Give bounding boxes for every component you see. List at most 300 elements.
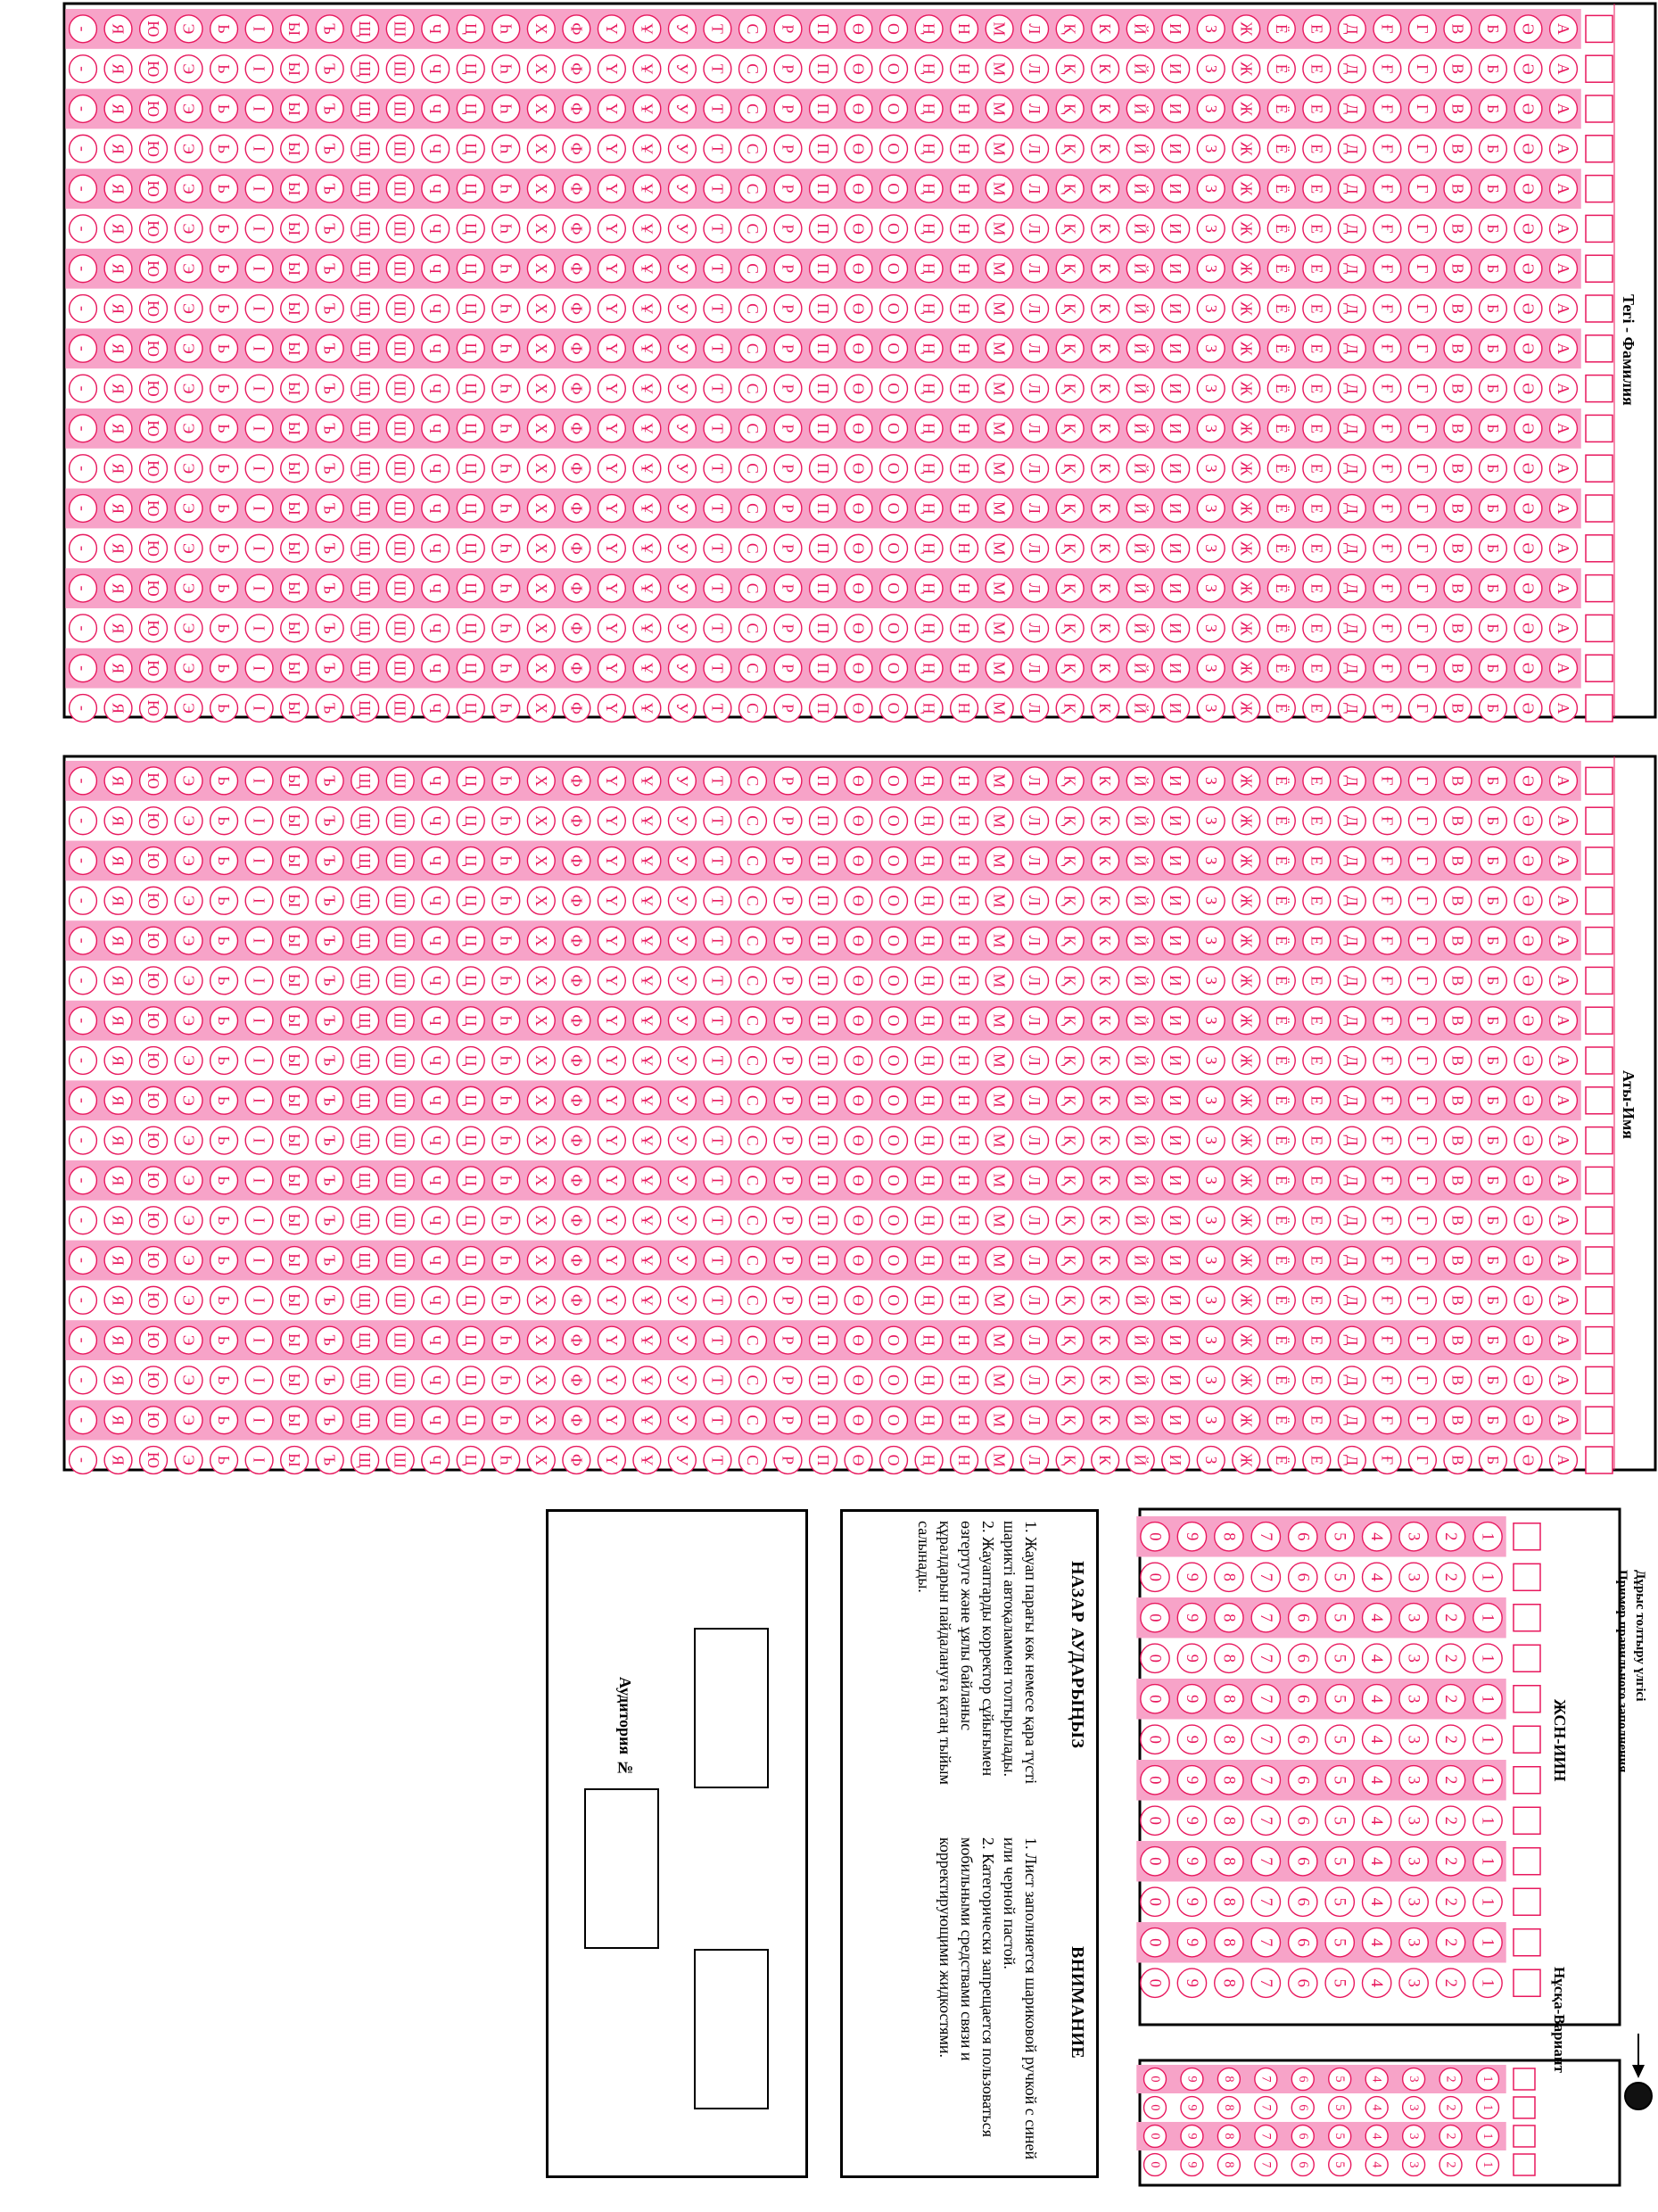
name-bubble-label: Ң: [920, 1135, 938, 1146]
surname-bubble-label: Ө: [849, 302, 868, 315]
name-bubble-label: Г: [1413, 1135, 1431, 1145]
surname-bubble-label: Ы: [285, 142, 304, 156]
surname-bubble-label: Ү: [602, 662, 621, 674]
surname-bubble-label: Ң: [920, 223, 938, 235]
iin-cell[interactable]: [1514, 1767, 1540, 1794]
name-bubble-label: Э: [179, 1255, 198, 1266]
surname-bubble-label: Ф: [567, 103, 586, 115]
surname-bubble-label: В: [1448, 503, 1467, 514]
name-bubble-label: Ц: [461, 775, 480, 787]
iin-bubble-label: 9: [1182, 1857, 1201, 1866]
name-bubble-label: З: [1201, 1375, 1220, 1384]
name-bubble-label: Ә: [1519, 895, 1538, 907]
surname-bubble-label: Һ: [497, 663, 516, 673]
name-bubble-label: -: [74, 1377, 92, 1383]
name-bubble-label: Ф: [567, 1333, 586, 1347]
surname-bubble-label: Э: [179, 263, 198, 275]
surname-bubble-label: Ж: [1237, 21, 1256, 37]
surname-bubble-label: У: [672, 103, 691, 115]
surname-bubble-label: Ч: [426, 63, 445, 74]
name-bubble-label: Ю: [144, 852, 163, 870]
surname-bubble-label: О: [885, 223, 903, 235]
name-bubble-label: Қ: [1060, 1374, 1079, 1386]
surname-bubble-label: П: [814, 702, 832, 714]
name-bubble-label: Э: [179, 775, 198, 787]
name-bubble-label: Ъ: [320, 1454, 339, 1466]
name-bubble-label: Ь: [215, 776, 234, 786]
surname-bubble-label: Л: [1026, 63, 1044, 75]
name-bubble-label: Ы: [285, 1293, 304, 1308]
name-bubble-label: Ж: [1237, 1333, 1256, 1348]
surname-bubble-label: Г: [1413, 64, 1431, 74]
surname-bubble-label: Ө: [849, 223, 868, 235]
name-bubble-label: А: [1555, 895, 1572, 907]
iin-cell[interactable]: [1514, 1686, 1540, 1713]
variant-bubble-label: 6: [1295, 2161, 1310, 2168]
room-input[interactable]: [584, 1788, 659, 1949]
surname-cell[interactable]: [1586, 695, 1613, 722]
surname-bubble-label: П: [814, 462, 832, 475]
name-bubble-label: Ж: [1237, 854, 1256, 868]
name-bubble-label: Ң: [920, 895, 938, 907]
surname-bubble-label: Ә: [1519, 302, 1538, 315]
name-bubble-label: Ц: [461, 895, 480, 907]
surname-bubble-label: Ғ: [1378, 103, 1397, 114]
surname-cell[interactable]: [1586, 455, 1613, 482]
name-bubble-label: -: [74, 818, 92, 824]
surname-bubble-label: Қ: [1060, 303, 1079, 314]
name-bubble-label: Н: [955, 1334, 974, 1346]
surname-bubble-label: Ю: [144, 220, 163, 237]
surname-bubble-label: Д: [1342, 423, 1361, 434]
name-bubble-label: Ө: [849, 1214, 868, 1226]
iin-cell[interactable]: [1514, 1645, 1540, 1671]
name-cell[interactable]: [1586, 928, 1613, 954]
name-cell[interactable]: [1586, 847, 1613, 874]
name-cell[interactable]: [1586, 1366, 1613, 1393]
surname-cell[interactable]: [1586, 655, 1613, 681]
name-bubble-label: Х: [532, 935, 550, 946]
name-bubble-label: Л: [1026, 1094, 1044, 1106]
surname-bubble-label: Ш: [391, 101, 409, 117]
name-bubble-label: Ұ: [638, 1054, 656, 1067]
surname-bubble-label: Ч: [426, 663, 445, 673]
surname-bubble-label: Ң: [920, 103, 938, 115]
surname-bubble-label: Н: [955, 423, 974, 434]
surname-bubble-label: Ө: [849, 502, 868, 515]
surname-bubble-label: З: [1201, 144, 1220, 153]
surname-bubble-label: Ф: [567, 702, 586, 714]
surname-bubble-label: О: [885, 462, 903, 475]
variant-bubble-label: 5: [1332, 2161, 1348, 2168]
surname-bubble-label: М: [990, 701, 1009, 715]
name-cell[interactable]: [1586, 887, 1613, 914]
surname-cell[interactable]: [1586, 495, 1613, 522]
iin-bubble-label: 5: [1330, 1572, 1349, 1581]
name-bubble-label: Э: [179, 1135, 198, 1146]
iin-bubble-label: 6: [1293, 1614, 1313, 1622]
surname-bubble-label: Н: [955, 103, 974, 115]
surname-bubble-label: Ш: [391, 700, 409, 716]
name-bubble-label: Д: [1342, 1294, 1361, 1306]
name-bubble-label: Ъ: [320, 1054, 339, 1067]
name-bubble-label: Ә: [1519, 1135, 1538, 1146]
name-bubble-label: О: [885, 1214, 903, 1226]
variant-cell[interactable]: [1514, 2125, 1535, 2147]
surname-bubble-label: Г: [1413, 503, 1431, 514]
surname-cell[interactable]: [1586, 255, 1613, 282]
surname-cell[interactable]: [1586, 176, 1613, 202]
surname-bubble-label: О: [885, 582, 903, 594]
name-bubble-label: І: [250, 1417, 268, 1424]
surname-bubble-label: Һ: [497, 63, 516, 74]
surname-bubble-label: Т: [708, 543, 727, 554]
surname-bubble-label: Е: [1307, 223, 1326, 234]
name-bubble-label: Э: [179, 1294, 198, 1306]
name-bubble-label: -: [74, 1058, 92, 1063]
name-grid: [65, 761, 1613, 1473]
surname-bubble-label: Ш: [391, 580, 409, 597]
surname-cell[interactable]: [1586, 295, 1613, 322]
surname-bubble-label: Л: [1026, 103, 1044, 115]
surname-bubble-label: -: [74, 506, 92, 511]
name-bubble-label: К: [1096, 1215, 1115, 1226]
variant-cell[interactable]: [1514, 2154, 1535, 2175]
name-cell[interactable]: [1586, 1447, 1613, 1473]
surname-bubble-label: Ш: [391, 380, 409, 397]
name-bubble-label: Ұ: [638, 1374, 656, 1386]
name-bubble-label: Ц: [461, 814, 480, 827]
iin-label: ЖСН-ИИН: [1551, 1699, 1569, 1782]
name-bubble-label: Ә: [1519, 854, 1538, 867]
iin-bubble-label: 1: [1478, 1654, 1497, 1663]
name-bubble-label: Я: [109, 1215, 128, 1226]
iin-bubble-label: 6: [1293, 1816, 1313, 1825]
name-bubble-label: Д: [1342, 854, 1361, 867]
name-bubble-label: Ф: [567, 1254, 586, 1267]
surname-bubble-label: О: [885, 662, 903, 674]
surname-bubble-label: А: [1555, 423, 1572, 434]
name-bubble-label: Ч: [426, 896, 445, 906]
name-bubble-label: Ф: [567, 1293, 586, 1307]
name-cell[interactable]: [1586, 807, 1613, 834]
surname-bubble-label: Ж: [1237, 301, 1256, 316]
surname-bubble-label: Һ: [497, 503, 516, 514]
name-bubble-label: А: [1555, 1175, 1572, 1186]
surname-bubble-label: Р: [779, 64, 797, 74]
name-cell[interactable]: [1586, 1247, 1613, 1274]
surname-bubble-label: Ғ: [1378, 623, 1397, 633]
iin-cell[interactable]: [1514, 1605, 1540, 1631]
name-bubble-label: К: [1096, 935, 1115, 946]
name-bubble-label: Ұ: [638, 775, 656, 787]
name-cell[interactable]: [1586, 767, 1613, 794]
name-bubble-label: І: [250, 1337, 268, 1343]
surname-bubble-label: І: [250, 506, 268, 511]
name-cell[interactable]: [1586, 1407, 1613, 1433]
name-bubble-label: Ь: [215, 1255, 234, 1266]
name-bubble-label: Х: [532, 1414, 550, 1426]
surname-bubble-label: Ь: [215, 103, 234, 114]
name-bubble-label: Ү: [602, 1175, 621, 1186]
surname-bubble-label: Ш: [391, 340, 409, 357]
name-cell[interactable]: [1586, 1007, 1613, 1034]
surname-cell[interactable]: [1586, 95, 1613, 122]
surname-bubble-label: В: [1448, 343, 1467, 354]
surname-bubble-label: Ф: [567, 422, 586, 435]
surname-bubble-label: А: [1555, 302, 1572, 315]
surname-bubble-label: Щ: [356, 340, 375, 357]
surname-cell[interactable]: [1586, 15, 1613, 42]
surname-bubble-label: Т: [708, 103, 727, 114]
surname-bubble-label: В: [1448, 63, 1467, 75]
name-cell[interactable]: [1586, 1327, 1613, 1354]
surname-bubble-label: Щ: [356, 660, 375, 677]
surname-bubble-label: Э: [179, 303, 198, 314]
iin-bubble-label: 6: [1293, 1532, 1313, 1541]
variant-bubble-label: 7: [1258, 2133, 1274, 2140]
surname-bubble-label: Р: [779, 264, 797, 274]
name-bubble-label: І: [250, 778, 268, 784]
iin-bubble-label: 9: [1182, 1572, 1201, 1581]
name-bubble-label: Ы: [285, 1053, 304, 1068]
surname-bubble-label: Қ: [1060, 223, 1079, 235]
name-bubble-label: Щ: [356, 1412, 375, 1429]
iin-bubble-label: 5: [1330, 1776, 1349, 1785]
surname-bubble-label: Ү: [602, 143, 621, 155]
surname-cell[interactable]: [1586, 215, 1613, 242]
surname-cell[interactable]: [1586, 535, 1613, 562]
surname-bubble-label: У: [672, 423, 691, 434]
surname-bubble-label: -: [74, 665, 92, 672]
name-cell[interactable]: [1586, 1087, 1613, 1114]
iin-bubble-label: 1: [1478, 1938, 1497, 1947]
surname-bubble-label: С: [743, 103, 762, 114]
variant-cell[interactable]: [1514, 2097, 1535, 2118]
name-bubble-label: Ә: [1519, 1094, 1538, 1107]
surname-bubble-label: Һ: [497, 343, 516, 354]
variant-bubble-label: 2: [1443, 2161, 1458, 2168]
surname-bubble-label: Қ: [1060, 383, 1079, 394]
name-cell[interactable]: [1586, 1127, 1613, 1154]
name-bubble-label: Ф: [567, 1054, 586, 1067]
name-bubble-label: У: [672, 814, 691, 827]
surname-bubble-label: Щ: [356, 580, 375, 597]
name-bubble-label: Щ: [356, 1452, 375, 1468]
surname-bubble-label: А: [1555, 383, 1572, 394]
iin-bubble-label: 3: [1404, 1938, 1423, 1947]
name-bubble-label: Э: [179, 855, 198, 866]
iin-bubble-label: 1: [1478, 1695, 1497, 1704]
name-bubble-label: Ә: [1519, 1414, 1538, 1426]
name-bubble-label: Т: [708, 1255, 727, 1266]
name-bubble-label: Ғ: [1378, 976, 1397, 986]
surname-bubble-label: Я: [109, 23, 128, 35]
name-bubble-label: Ж: [1237, 973, 1256, 988]
surname-bubble-label: З: [1201, 504, 1220, 513]
name-bubble-label: Ё: [1272, 1175, 1291, 1185]
name-bubble-label: П: [814, 935, 832, 946]
iin-bubble-label: 2: [1441, 1614, 1461, 1622]
name-bubble-label: Ж: [1237, 1053, 1256, 1068]
iin-bubble-label: 6: [1293, 1897, 1313, 1906]
surname-bubble-label: Ы: [285, 342, 304, 356]
surname-bubble-label: Ң: [920, 582, 938, 594]
iin-cell[interactable]: [1514, 1848, 1540, 1875]
surname-cell[interactable]: [1586, 335, 1613, 362]
surname-bubble-label: И: [1167, 62, 1185, 75]
surname-bubble-label: Ғ: [1378, 583, 1397, 593]
name-bubble-label: Я: [109, 855, 128, 866]
name-bubble-label: Ғ: [1378, 1016, 1397, 1026]
name-bubble-label: Ъ: [320, 1254, 339, 1267]
name-bubble-label: Ш: [391, 1092, 409, 1109]
surname-cell[interactable]: [1586, 376, 1613, 402]
variant-cell[interactable]: [1514, 2068, 1535, 2090]
name-bubble-label: Л: [1026, 854, 1044, 867]
name-bubble-label: Я: [109, 1175, 128, 1186]
surname-bubble-label: Э: [179, 423, 198, 434]
surname-bubble-label: Щ: [356, 540, 375, 557]
surname-bubble-label: Ц: [461, 662, 480, 674]
surname-bubble-label: С: [743, 63, 762, 75]
surname-cell[interactable]: [1586, 615, 1613, 641]
surname-bubble-label: Х: [532, 702, 550, 714]
surname-cell[interactable]: [1586, 55, 1613, 82]
name-cell[interactable]: [1586, 1047, 1613, 1074]
surname-bubble-label: Т: [708, 343, 727, 354]
name-bubble-label: Һ: [497, 1175, 516, 1186]
iin-cell[interactable]: [1514, 1726, 1540, 1753]
surname-bubble-label: Е: [1307, 103, 1326, 114]
surname-label: Тегі - Фамилия: [1620, 294, 1637, 406]
name-bubble-label: Д: [1342, 1454, 1361, 1466]
name-bubble-label: И: [1167, 895, 1185, 907]
surname-bubble-label: Щ: [356, 380, 375, 397]
name-bubble-label: С: [743, 895, 762, 906]
surname-bubble-label: Й: [1131, 582, 1150, 594]
iin-cell[interactable]: [1514, 1969, 1540, 1996]
surname-bubble-label: У: [672, 662, 691, 674]
iin-cell[interactable]: [1514, 1523, 1540, 1550]
name-bubble-label: Э: [179, 1015, 198, 1027]
surname-bubble-label: Л: [1026, 23, 1044, 35]
surname-bubble-label: Ю: [144, 21, 163, 37]
surname-bubble-label: Ж: [1237, 501, 1256, 516]
surname-bubble-label: М: [990, 62, 1009, 77]
name-bubble-label: И: [1167, 1454, 1185, 1466]
surname-bubble-label: Ү: [602, 223, 621, 235]
surname-bubble-label: Ы: [285, 661, 304, 675]
name-bubble-label: Ң: [920, 775, 938, 787]
name-bubble-label: Д: [1342, 1334, 1361, 1346]
name-bubble-label: Ю: [144, 1372, 163, 1389]
name-bubble-label: Ю: [144, 972, 163, 989]
iin-cell[interactable]: [1514, 1807, 1540, 1834]
name-bubble-label: М: [990, 1333, 1009, 1348]
name-bubble-label: И: [1167, 1175, 1185, 1186]
name-bubble-label: З: [1201, 816, 1220, 825]
iin-cell[interactable]: [1514, 1564, 1540, 1590]
name-bubble-label: М: [990, 973, 1009, 988]
name-bubble-label: Ұ: [638, 1175, 656, 1186]
surname-bubble-label: П: [814, 262, 832, 275]
surname-bubble-label: Ү: [602, 343, 621, 355]
surname-bubble-label: Ц: [461, 423, 480, 434]
name-cell[interactable]: [1586, 967, 1613, 994]
surname-bubble-label: Б: [1483, 103, 1502, 114]
name-bubble-label: В: [1448, 1015, 1467, 1027]
surname-cell[interactable]: [1586, 575, 1613, 602]
name-bubble-label: П: [814, 1254, 832, 1267]
name-bubble-label: Ф: [567, 894, 586, 907]
name-bubble-label: Е: [1307, 1175, 1326, 1185]
name-bubble-label: Б: [1483, 896, 1502, 905]
surname-bubble-label: Р: [779, 504, 797, 513]
seat-input[interactable]: [694, 1949, 769, 2109]
surname-bubble-label: Һ: [497, 423, 516, 434]
name-bubble-label: Г: [1413, 1055, 1431, 1066]
surname-bubble-label: Ә: [1519, 662, 1538, 674]
name-cell[interactable]: [1586, 1207, 1613, 1234]
surname-bubble-label: Ұ: [638, 582, 656, 594]
surname-bubble-label: К: [1096, 223, 1115, 235]
iin-cell[interactable]: [1514, 1888, 1540, 1915]
iin-cell[interactable]: [1514, 1929, 1540, 1956]
name-bubble-label: Ы: [285, 1133, 304, 1148]
surname-bubble-label: Ә: [1519, 502, 1538, 515]
name-bubble-label: Ь: [215, 1055, 234, 1066]
surname-bubble-label: И: [1167, 23, 1185, 35]
surname-bubble-label: Т: [708, 223, 727, 234]
name-bubble-label: Е: [1307, 1295, 1326, 1306]
surname-cell[interactable]: [1586, 415, 1613, 442]
iin-bubble-label: 8: [1219, 1654, 1239, 1663]
surname-bubble-label: Д: [1342, 103, 1361, 115]
iin-bubble-label: 6: [1293, 1572, 1313, 1581]
surname-bubble-label: І: [250, 186, 268, 192]
surname-bubble-label: Ъ: [320, 262, 339, 275]
name-cell[interactable]: [1586, 1167, 1613, 1193]
surname-bubble-label: Л: [1026, 223, 1044, 235]
name-bubble-label: Ө: [849, 1414, 868, 1426]
name-bubble-label: О: [885, 1054, 903, 1067]
name-bubble-label: Ұ: [638, 975, 656, 986]
name-bubble-label: И: [1167, 1294, 1185, 1307]
iin-grid: [1136, 1516, 1540, 1997]
name-bubble-label: Ь: [215, 936, 234, 945]
surname-bubble-label: Ь: [215, 144, 234, 153]
surname-bubble-label: Б: [1483, 384, 1502, 393]
name-bubble-label: Ю: [144, 1172, 163, 1189]
surname-cell[interactable]: [1586, 136, 1613, 162]
name-cell[interactable]: [1586, 1287, 1613, 1314]
variant-bubble-label: 2: [1443, 2104, 1458, 2111]
surname-bubble-label: Е: [1307, 503, 1326, 514]
surname-bubble-label: Х: [532, 62, 550, 75]
surname-bubble-label: Й: [1131, 462, 1150, 475]
name-bubble-label: П: [814, 1334, 832, 1346]
surname-bubble-label: Ю: [144, 260, 163, 277]
surname-bubble-label: Ф: [567, 62, 586, 76]
stream-input[interactable]: [694, 1628, 769, 1788]
surname-bubble-label: Ө: [849, 62, 868, 75]
name-bubble-label: Ғ: [1378, 1455, 1397, 1465]
surname-bubble-label: К: [1096, 183, 1115, 194]
iin-bubble-label: 2: [1441, 1816, 1461, 1825]
surname-bubble-label: Ь: [215, 24, 234, 34]
surname-bubble-label: Ө: [849, 103, 868, 115]
